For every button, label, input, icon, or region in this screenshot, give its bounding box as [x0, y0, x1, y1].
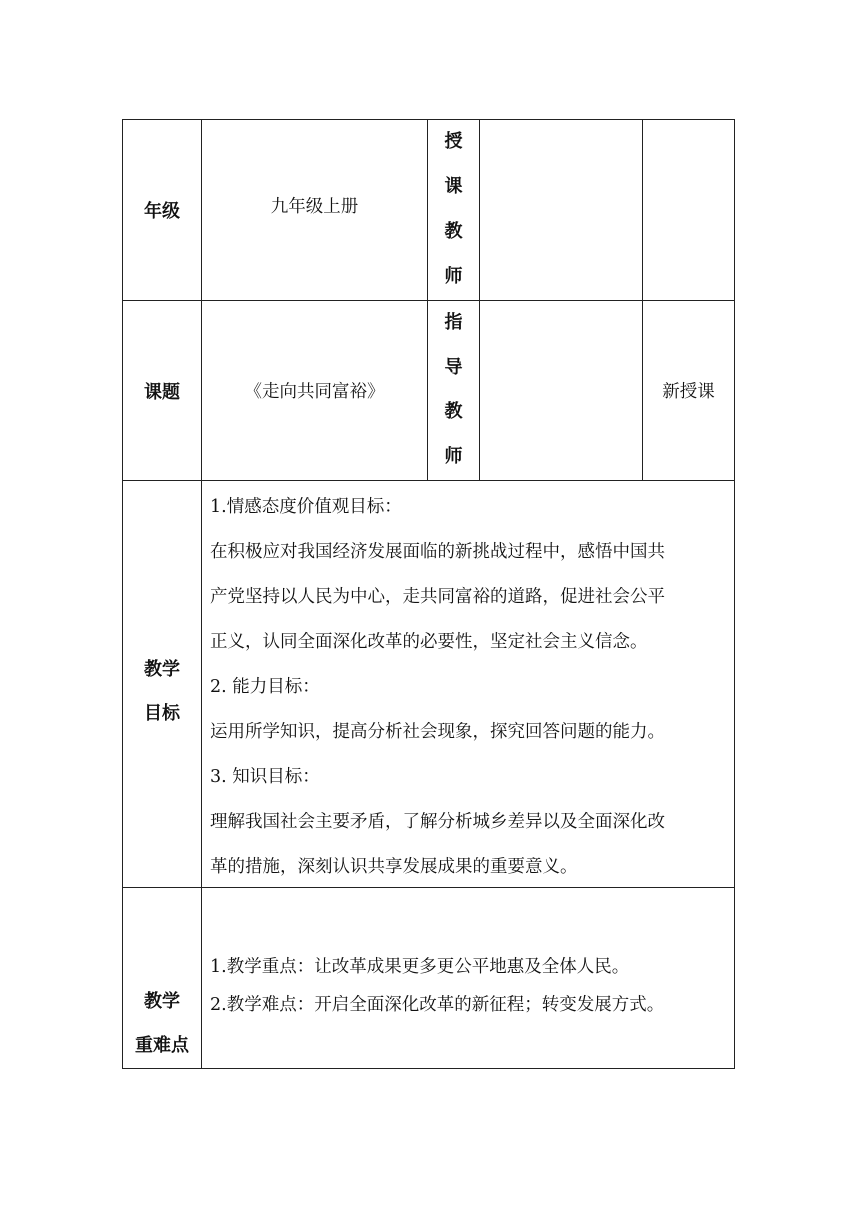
- table-border-bottom: [122, 1068, 735, 1069]
- table-row-divider: [122, 480, 735, 481]
- guide-label-char: 教: [444, 401, 463, 423]
- objectives-label: [123, 648, 201, 736]
- objectives-line: 产党坚持以人民为中心，走共同富裕的道路，促进社会公平: [210, 587, 665, 607]
- objectives-line: 正义，认同全面深化改革的必要性，坚定社会主义信念。: [210, 632, 648, 652]
- keypoints-label-line: 教学: [144, 991, 180, 1012]
- objectives-content: [210, 485, 732, 890]
- teacher-label: [428, 133, 479, 286]
- objectives-label-line: 教学: [144, 659, 180, 680]
- objectives-line: 2. 能力目标：: [210, 677, 320, 697]
- guide-teacher-value: [480, 301, 642, 480]
- topic-label: 课题: [144, 381, 180, 403]
- objectives-line: 运用所学知识，提高分析社会现象，探究回答问题的能力。: [210, 722, 665, 742]
- teacher-extra: [643, 120, 734, 300]
- keypoints-line: 1.教学重点：让改革成果更多更公平地惠及全体人民。: [210, 957, 630, 977]
- objectives-label-line: 目标: [144, 703, 180, 724]
- teacher-label-char: 师: [444, 266, 463, 287]
- guide-label-char: 师: [444, 445, 463, 467]
- lesson-type: 新授课: [662, 382, 715, 402]
- grade-label: 年级: [144, 201, 180, 222]
- teacher-label-char: 课: [444, 176, 463, 197]
- guide-label-char: 导: [444, 356, 463, 378]
- grade-value: 九年级上册: [270, 196, 359, 217]
- keypoints-label: [123, 980, 201, 1068]
- objectives-line: 在积极应对我国经济发展面临的新挑战过程中，感悟中国共: [210, 542, 665, 562]
- objectives-line: 3. 知识目标：: [210, 767, 320, 787]
- objectives-line: 1.情感态度价值观目标：: [210, 497, 402, 517]
- teacher-label-char: 授: [444, 131, 463, 152]
- table-border-right: [734, 119, 735, 1069]
- topic-value: 《走向共同富裕》: [244, 382, 385, 402]
- keypoints-content: [210, 948, 732, 1024]
- guide-label-char: 指: [444, 312, 463, 333]
- objectives-line: 革的措施，深刻认识共享发展成果的重要意义。: [210, 857, 578, 877]
- teacher-label-char: 教: [444, 221, 463, 242]
- teacher-value: [480, 120, 642, 300]
- objectives-line: 理解我国社会主要矛盾，了解分析城乡差异以及全面深化改: [210, 812, 665, 832]
- keypoints-label-line: 重难点: [135, 1035, 189, 1056]
- keypoints-line: 2.教学难点：开启全面深化改革的新征程；转变发展方式。: [210, 995, 665, 1015]
- guide-teacher-label: [428, 314, 479, 466]
